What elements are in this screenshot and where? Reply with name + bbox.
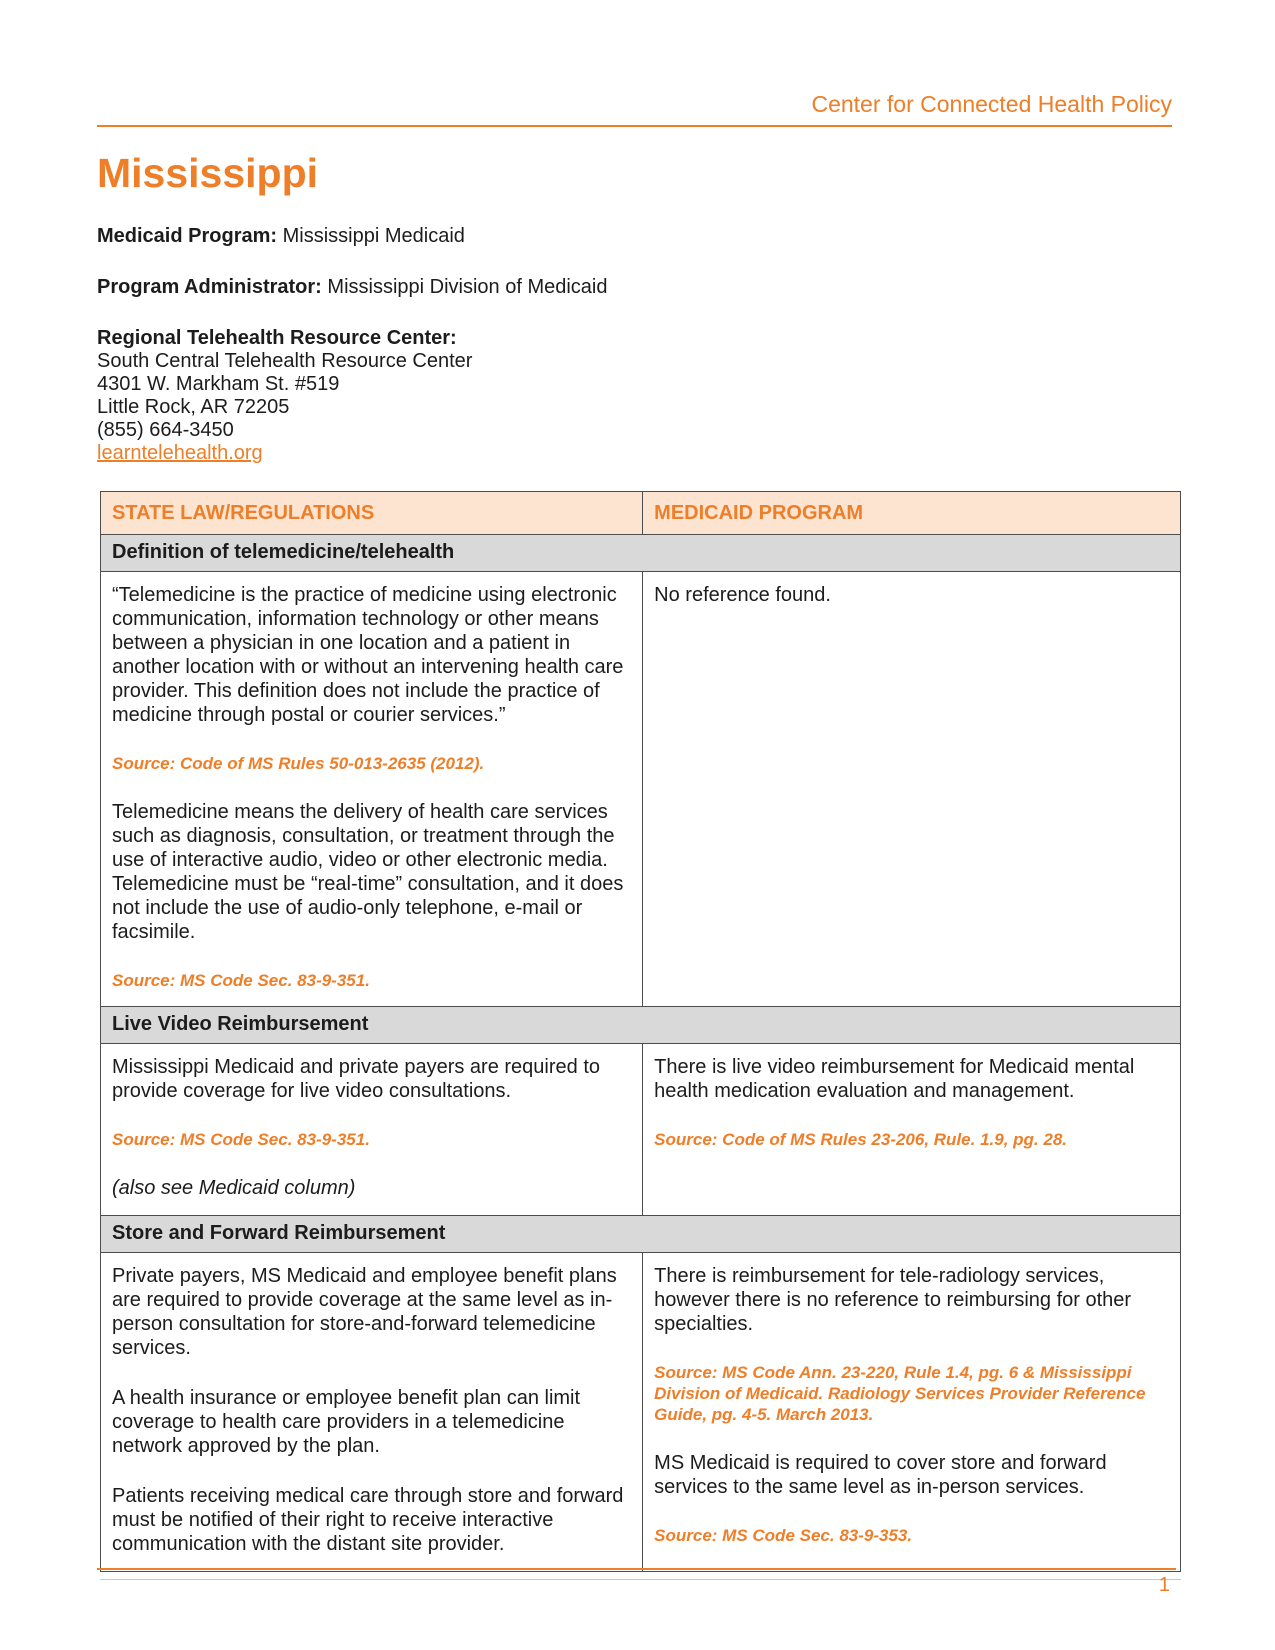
section-content-row bbox=[101, 572, 1181, 1007]
body-text: MS Medicaid is required to cover store and forward services to the same level as in-person services. bbox=[654, 1452, 1107, 1498]
medicaid-program-value: Mississippi Medicaid bbox=[282, 225, 465, 247]
document-header bbox=[97, 0, 1181, 127]
source-citation: Source: MS Code Sec. 83-9-351. bbox=[112, 1130, 370, 1149]
rtrc-name: South Central Telehealth Resource Center bbox=[97, 350, 473, 372]
telehealth-policy-table bbox=[100, 491, 1181, 1572]
section-content-row bbox=[101, 1253, 1181, 1572]
section-title: Store and Forward Reimbursement bbox=[101, 1216, 1181, 1253]
header-divider bbox=[97, 125, 1172, 127]
state-law-cell bbox=[101, 1253, 643, 1572]
telehealth-resource-center-block bbox=[97, 327, 1181, 465]
body-text: Mississippi Medicaid and private payers are required to provide coverage for live video consultations. bbox=[112, 1056, 601, 1102]
page-footer bbox=[97, 1568, 1176, 1597]
state-law-cell bbox=[101, 572, 643, 1007]
section-content-row bbox=[101, 1044, 1181, 1216]
body-text: Private payers, MS Medicaid and employee benefit plans are required to provide coverage at the same level as in-person consultation for store-and-forward telemedicine services. bbox=[112, 1265, 617, 1359]
law-table-body bbox=[101, 535, 1181, 1572]
section-title: Definition of telemedicine/telehealth bbox=[101, 535, 1181, 572]
rtrc-city: Little Rock, AR 72205 bbox=[97, 396, 290, 418]
rtrc-phone: (855) 664-3450 bbox=[97, 419, 234, 441]
section-header-row bbox=[101, 1216, 1181, 1253]
source-citation: Source: MS Code Sec. 83-9-351. bbox=[112, 971, 370, 990]
source-citation: Source: Code of MS Rules 50-013-2635 (2012). bbox=[112, 754, 485, 773]
source-citation: Source: MS Code Ann. 23-220, Rule 1.4, pg. 6 & Mississippi Division of Medicaid. Radiology Services Provider Reference Guide, pg. 4-5. March 2013. bbox=[654, 1363, 1146, 1424]
section-title: Live Video Reimbursement bbox=[101, 1007, 1181, 1044]
medicaid-cell bbox=[643, 1253, 1181, 1572]
section-header-row bbox=[101, 535, 1181, 572]
body-text: No reference found. bbox=[654, 584, 831, 606]
source-citation: Source: MS Code Sec. 83-9-353. bbox=[654, 1526, 913, 1545]
rtrc-website-link[interactable]: learntelehealth.org bbox=[97, 442, 263, 464]
medicaid-cell bbox=[643, 572, 1181, 1007]
brand-title: Center for Connected Health Policy bbox=[811, 91, 1172, 117]
rtrc-label: Regional Telehealth Resource Center: bbox=[97, 327, 457, 349]
program-administrator-value: Mississippi Division of Medicaid bbox=[327, 276, 608, 298]
section-header-row bbox=[101, 1007, 1181, 1044]
program-administrator-label: Program Administrator: bbox=[97, 276, 322, 298]
state-law-cell bbox=[101, 1044, 643, 1216]
body-text: Telemedicine means the delivery of health care services such as diagnosis, consultation, or treatment through the use of interactive audio, video or other electronic media. Telemedicine must be “real-time” consultation, and it does not include the use of audio-only telephone, e-mail or facsimile. bbox=[112, 801, 624, 943]
medicaid-program-label: Medicaid Program: bbox=[97, 225, 278, 247]
body-text: “Telemedicine is the practice of medicine using electronic communication, information technology or other means between a physician in one location and a patient in another location with or without an intervening health care provider. This definition does not include the practice of medicine through postal or courier services.” bbox=[112, 584, 624, 726]
table-header-row bbox=[101, 492, 1181, 535]
rtrc-street: 4301 W. Markham St. #519 bbox=[97, 373, 340, 395]
state-law-column-header: STATE LAW/REGULATIONS bbox=[101, 492, 643, 535]
program-administrator-line bbox=[97, 276, 1181, 299]
body-text: Patients receiving medical care through store and forward must be notified of their right to receive interactive communication with the distant site provider. bbox=[112, 1485, 624, 1555]
page-number: 1 bbox=[1158, 1574, 1170, 1596]
body-text: There is reimbursement for tele-radiology services, however there is no reference to reimbursing for other specialties. bbox=[654, 1265, 1132, 1335]
page-title: Mississippi bbox=[97, 150, 319, 196]
source-citation: Source: Code of MS Rules 23-206, Rule. 1.9, pg. 28. bbox=[654, 1130, 1067, 1149]
footer-divider bbox=[97, 1568, 1176, 1570]
medicaid-program-line bbox=[97, 225, 1181, 248]
medicaid-column-header: MEDICAID PROGRAM bbox=[643, 492, 1181, 535]
note-text: (also see Medicaid column) bbox=[112, 1177, 356, 1199]
body-text: There is live video reimbursement for Medicaid mental health medication evaluation and management. bbox=[654, 1056, 1135, 1102]
body-text: A health insurance or employee benefit plan can limit coverage to health care providers in a telemedicine network approved by the plan. bbox=[112, 1387, 581, 1457]
medicaid-cell bbox=[643, 1044, 1181, 1216]
